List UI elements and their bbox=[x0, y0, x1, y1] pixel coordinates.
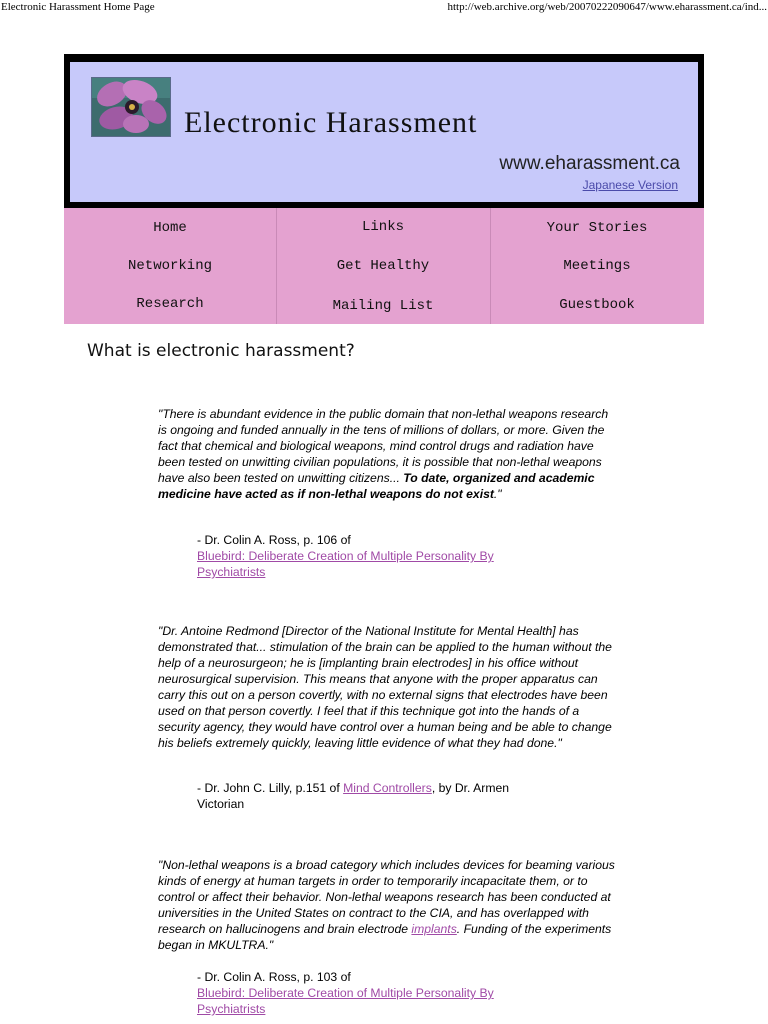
nav-mailing-list-link[interactable]: Mailing List bbox=[332, 298, 434, 314]
page-heading: What is electronic harassment? bbox=[87, 341, 355, 361]
print-page-url: http://web.archive.org/web/20070222090647/www.eharassment.ca/ind... bbox=[447, 1, 767, 13]
bluebird-book-link[interactable]: Bluebird: Deliberate Creation of Multiple Personality By Psychiatrists bbox=[197, 549, 494, 579]
quote-citation bbox=[197, 532, 557, 580]
banner bbox=[70, 62, 698, 202]
quote-text: "Non-lethal weapons is a broad category which includes devices for beaming various kinds of energy at human targets in order to temporarily incapacitate them, or to control or affect their behavior. Non-lethal weapons research has been conducted at universities in the United States on contract to the CIA, and has overlapped with research on hallucinogens and brain electrode implants. Funding of the experiments began in MKULTRA." bbox=[158, 858, 615, 952]
nav-grid bbox=[64, 208, 704, 324]
mind-controllers-link[interactable]: Mind Controllers bbox=[343, 781, 432, 795]
implants-link[interactable]: implants bbox=[411, 922, 457, 936]
citation-text: - Dr. Colin A. Ross, p. 106 of bbox=[197, 533, 351, 547]
quote-citation bbox=[197, 969, 557, 1017]
print-page-title: Electronic Harassment Home Page bbox=[1, 1, 155, 13]
bluebird-book-link[interactable]: Bluebird: Deliberate Creation of Multiple Personality By Psychiatrists bbox=[197, 986, 494, 1016]
site-title: Electronic Harassment bbox=[184, 106, 478, 139]
nav-networking-link[interactable]: Networking bbox=[127, 258, 212, 274]
citation-text: - Dr. Colin A. Ross, p. 103 of bbox=[197, 970, 351, 984]
nav-home-link[interactable]: Home bbox=[153, 220, 187, 236]
nav-research-link[interactable]: Research bbox=[136, 296, 204, 312]
quote-text: "Dr. Antoine Redmond [Director of the National Institute for Mental Health] has demonstrated that... stimulation of the brain can be applied to the human without the help of a neurosurgeon; he is [implanting brain electrodes] in his office without neurosurgical supervision. This means that anyone with the proper apparatus can carry this out on a person covertly, with no external signs that electrodes have been used on that person covertly. I feel that if this technique got into the hands of a security agency, they would have control over a human being and be able to change his beliefs extremely quickly, leaving little evidence of what they had done." bbox=[158, 624, 612, 750]
nav-meetings-link[interactable]: Meetings bbox=[563, 258, 631, 274]
quote-citation: - Dr. John C. Lilly, p.151 of Mind Controllers, by Dr. Armen Victorian bbox=[197, 781, 510, 811]
nav-get-healthy-link[interactable]: Get Healthy bbox=[336, 258, 430, 274]
site-url: www.eharassment.ca bbox=[499, 153, 680, 174]
banner-frame bbox=[64, 54, 704, 208]
print-header bbox=[0, 0, 768, 16]
quote-text: "There is abundant evidence in the public domain that non-lethal weapons research is ongoing and funded annually in the tens of millions of dollars, or more. Given the fact that chemical and biological weapons, mind control drugs and radiation have been tested on unwitting civilian populations, it is possible that non-lethal weapons have also been tested on unwitting citizens... To date, organized and academic medicine have acted as if non-lethal weapons do not exist." bbox=[158, 407, 609, 501]
quote-bold-text: To date, organized and academic medicine have acted as if non-lethal weapons do not exist bbox=[158, 471, 595, 501]
purple-flower-logo-icon bbox=[91, 77, 171, 137]
nav-links-link[interactable]: Links bbox=[361, 219, 404, 235]
nav-your-stories-link[interactable]: Your Stories bbox=[546, 220, 648, 236]
japanese-version-link[interactable]: Japanese Version bbox=[582, 178, 678, 192]
nav-guestbook-link[interactable]: Guestbook bbox=[559, 297, 635, 313]
